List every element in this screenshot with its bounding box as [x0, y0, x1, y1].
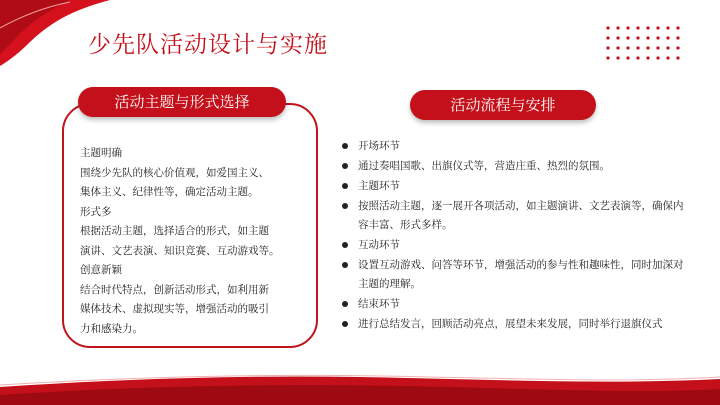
left-panel-text: [80, 144, 312, 339]
bullet-icon: [342, 163, 348, 169]
list-item: [342, 236, 687, 255]
list-item: [342, 177, 687, 196]
list-item: [342, 137, 687, 156]
list-item: [342, 315, 687, 334]
list-item-text: 设置互动游戏、问答等环节，增强活动的参与性和趣味性，同时加深对主题的理解。: [358, 258, 684, 291]
list-item: [342, 295, 687, 314]
bullet-icon: [342, 203, 348, 209]
right-panel-heading: 活动流程与安排: [410, 90, 596, 120]
left-panel-heading: 活动主题与形式选择: [78, 87, 286, 117]
left-line: 创意新颖: [80, 264, 122, 276]
list-item: [342, 256, 687, 295]
right-panel-list: [342, 137, 687, 335]
list-item-text: 通过奏唱国歌、出旗仪式等，营造庄重、热烈的氛围。: [358, 159, 610, 172]
bottom-ribbon-decoration: [0, 365, 720, 405]
list-item: [342, 157, 687, 176]
dot-grid-decoration: [604, 24, 684, 68]
list-item: [342, 197, 687, 236]
left-line: 根据活动主题，选择适合的形式，如主题: [80, 225, 269, 237]
bullet-icon: [342, 143, 348, 149]
left-line: 演讲、文艺表演、知识竞赛、互动游戏等。: [80, 244, 280, 257]
bullet-icon: [342, 321, 348, 327]
bullet-icon: [342, 183, 348, 189]
list-item-text: 按照活动主题，逐一展开各项活动，如主题演讲、文艺表演等，确保内容丰富、形式多样。: [358, 199, 684, 232]
bullet-icon: [342, 242, 348, 248]
page-title: 少先队活动设计与实施: [88, 32, 328, 58]
left-line: 围绕少先队的核心价值观，如爱国主义、: [80, 166, 269, 179]
left-line: 形式多: [80, 205, 112, 218]
left-line: 主题明确: [80, 147, 122, 159]
left-line: 结合时代特点，创新活动形式，如利用新: [80, 283, 269, 296]
list-item-text: 结束环节: [358, 298, 400, 311]
left-line: 力和感染力。: [80, 322, 143, 335]
list-item-text: 主题环节: [358, 179, 400, 192]
list-item-text: 开场环节: [358, 140, 400, 152]
left-line: 集体主义、纪律性等，确定活动主题。: [80, 186, 259, 198]
left-line: 媒体技术、虚拟现实等，增强活动的吸引: [80, 303, 269, 315]
list-item-text: 互动环节: [358, 239, 400, 252]
bullet-icon: [342, 262, 348, 268]
bullet-icon: [342, 301, 348, 307]
list-item-text: 进行总结发言，回顾活动亮点，展望未来发展，同时举行退旗仪式: [358, 318, 663, 331]
